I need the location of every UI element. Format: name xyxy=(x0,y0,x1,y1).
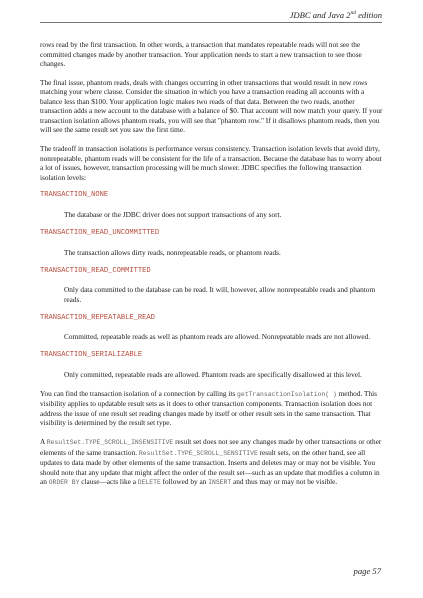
text-run: and thus may or may not be visible. xyxy=(231,477,338,487)
isolation-level-name: TRANSACTION_SERIALIZABLE xyxy=(40,351,143,360)
isolation-level-description: Only committed, repeatable reads are allowed. Phantom reads are specifically disallowed at this level. xyxy=(64,370,362,380)
header-title: JDBC and Java 2 xyxy=(289,10,351,20)
header-rule xyxy=(40,22,382,23)
running-header xyxy=(290,10,382,20)
isolation-level-description: Committed, repeatable reads as well as phantom reads are allowed. Nonrepeatable reads are not allowed. xyxy=(64,332,371,342)
isolation-level-name: TRANSACTION_REPEATABLE_READ xyxy=(40,313,155,322)
paragraph: rows read by the first transaction. In other words, a transaction that mandates repeatable reads will not see the committed changes made by another transaction. Your application needs to start a new transaction to see those changes. xyxy=(40,40,362,68)
header-tail: edition xyxy=(355,10,382,20)
text-run: method. This visibility applies to updatable result sets as it does to other transaction components. Transaction isolation does not address the issue of one result set reading changes made by itself or other result sets in the same transaction. That visibility is determined by the result set type. xyxy=(40,388,377,428)
inline-code: DELETE xyxy=(137,479,161,487)
paragraph: The tradeoff in transaction isolations is performance versus consistency. Transaction isolation levels that avoid dirty, nonrepeatable, phantom reads will be consistent for the life of a transaction. Because the database has to worry about a lot of issues, however, transaction processing will be much slower. JDBC specifies the following transaction isolation levels: xyxy=(40,144,382,182)
isolation-level-name: TRANSACTION_READ_COMMITTED xyxy=(40,266,151,275)
isolation-level-name: TRANSACTION_NONE xyxy=(40,191,109,200)
isolation-level-description: The database or the JDBC driver does not support transactions of any sort. xyxy=(64,210,282,220)
paragraph xyxy=(40,389,385,428)
text-run: You can find the transaction isolation of a connection by calling its xyxy=(40,388,238,398)
inline-code: getTransactionIsolation( ) xyxy=(237,390,337,398)
isolation-level-name: TRANSACTION_READ_UNCOMMITTED xyxy=(40,228,160,237)
header-superscript: nd xyxy=(350,10,356,16)
page-number: page 57 xyxy=(353,566,381,576)
text-run: followed by an xyxy=(160,477,209,487)
paragraph: The final issue, phantom reads, deals with changes occurring in other transactions that would result in new rows matching your where clause. Consider the situation in which you have a transaction reading all accounts with a balance less than $100. Your application logic makes two reads of that data. Between the two reads, another transaction adds a new account to the database with a balance of $0. That account will now match your query. If your transaction isolation allows phantom reads, you will see that "phantom row." If it disallows phantom reads, then you will see the same result set you saw the first time. xyxy=(40,77,383,135)
inline-code: ResultSet.TYPE_SCROLL_SENSITIVE xyxy=(138,449,258,457)
isolation-level-description: The transaction allows dirty reads, nonrepeatable reads, or phantom reads. xyxy=(64,247,281,257)
isolation-level-description: Only data committed to the database can be read. It will, however, allow nonrepeatable reads and phantom reads. xyxy=(64,285,376,304)
inline-code: ORDER BY xyxy=(48,479,80,487)
inline-code: ResultSet.TYPE_SCROLL_INSENSITIVE xyxy=(46,439,174,447)
text-run: A xyxy=(40,437,47,447)
paragraph xyxy=(40,437,385,488)
text-run: result set does not see any changes made by other transactions or other elements of the same transaction. xyxy=(40,437,382,457)
text-run: clause—acts like a xyxy=(79,477,138,487)
text-run: result sets, on the other hand, see all updates to data made by other elements of the same transaction. Inserts and deletes may or may not be visible. You should note that any update that might affect the order of the result set—such as an update that modifies a column in an xyxy=(40,447,380,487)
inline-code: INSERT xyxy=(208,479,232,487)
page-body xyxy=(40,40,385,497)
